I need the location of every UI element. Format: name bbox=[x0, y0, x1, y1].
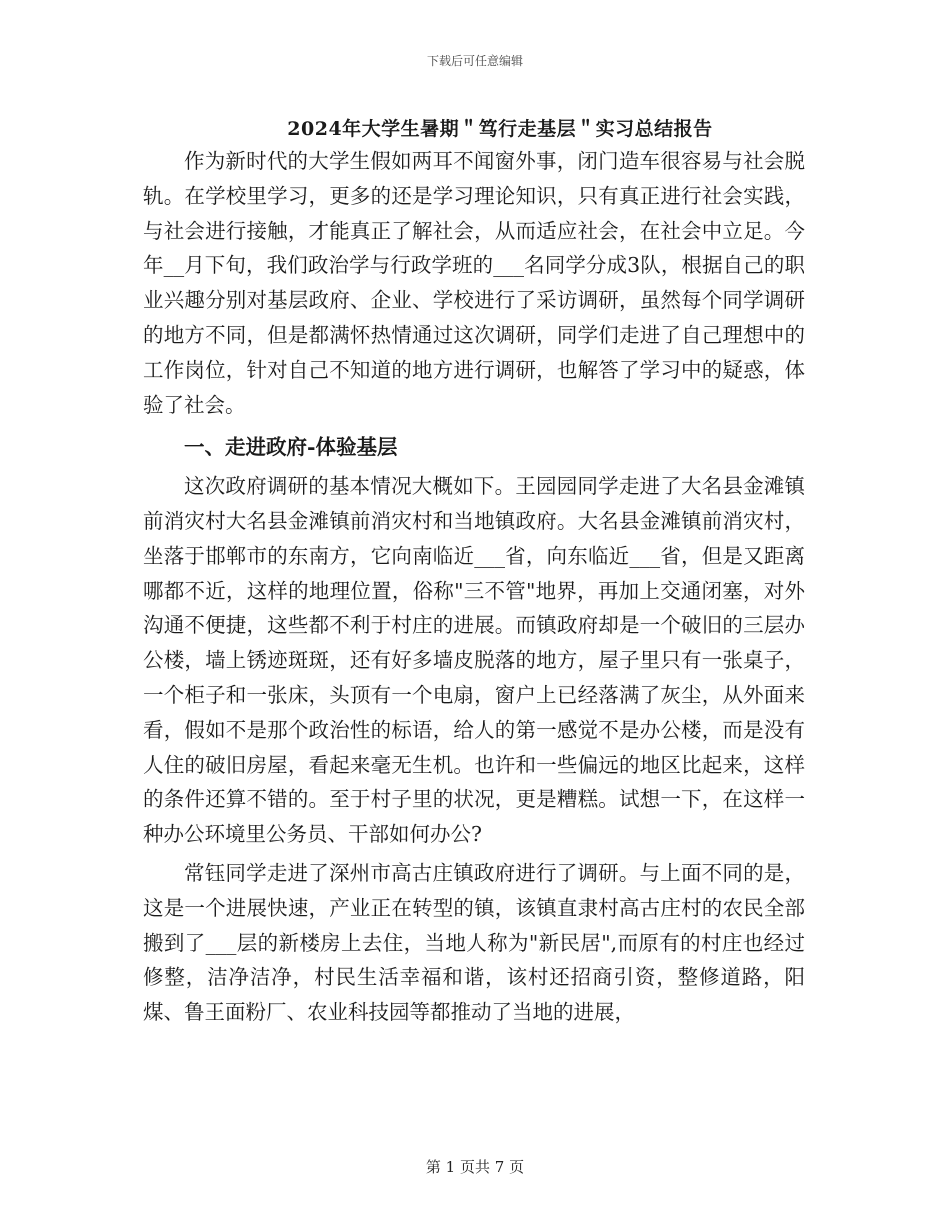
document-title: 2024年大学生暑期＂笃行走基层＂实习总结报告 bbox=[287, 118, 713, 140]
document-body bbox=[143, 144, 805, 1030]
section-heading-1: 一、走进政府-体验基层 bbox=[184, 435, 398, 460]
intro-paragraph: 作为新时代的大学生假如两耳不闻窗外事，闭门造车很容易与社会脱轨。在学校里学习，更多的还是学习理论知识，只有真正进行社会实践，与社会进行接触，才能真正了解社会，从而适应社会，在社会中立足。今年__月下旬，我们政治学与行政学班的___名同学分成3队，根据自己的职业兴趣分别对基层政府、企业、学校进行了采访调研，虽然每个同学调研的地方不同，但是都满怀热情通过这次调研，同学们走进了自己理想中的工作岗位，针对自己不知道的地方进行调研，也解答了学习中的疑惑，体验了社会。 bbox=[143, 149, 805, 417]
page-header-note: 下载后可任意编辑 bbox=[426, 54, 523, 68]
section1-paragraph-1: 这次政府调研的基本情况大概如下。王园园同学走进了大名县金滩镇前消灾村大名县金滩镇前消灾村和当地镇政府。大名县金滩镇前消灾村，坐落于邯郸市的东南方，它向南临近___省，向东临近___省，但是又距离哪都不近，这样的地理位置，俗称"三不管"地界，再加上交通闭塞，对外沟通不便捷，这些都不利于村庄的进展。而镇政府却是一个破旧的三层办公楼，墙上锈迹斑斑，还有好多墙皮脱落的地方，屋子里只有一张桌子，一个柜子和一张床，头顶有一个电扇，窗户上已经落满了灰尘，从外面来看，假如不是那个政治性的标语，给人的第一感觉不是办公楼，而是没有人住的破旧房屋，看起来毫无生机。也许和一些偏远的地区比起来，这样的条件还算不错的。至于村子里的状况，更是糟糕。试想一下，在这样一种办公环境里公务员、干部如何办公? bbox=[143, 474, 805, 847]
section1-paragraph-2: 常钰同学走进了深州市高古庄镇政府进行了调研。与上面不同的是，这是一个进展快速，产业正在转型的镇，该镇直隶村高古庄村的农民全部搬到了___层的新楼房上去住，当地人称为"新民居",而原有的村庄也经过修整，洁净洁净，村民生活幸福和谐，该村还招商引资，整修道路，阳煤、鲁王面粉厂、农业科技园等都推动了当地的进展， bbox=[143, 860, 805, 1025]
page-number: 第 1 页共 7 页 bbox=[425, 1158, 525, 1176]
